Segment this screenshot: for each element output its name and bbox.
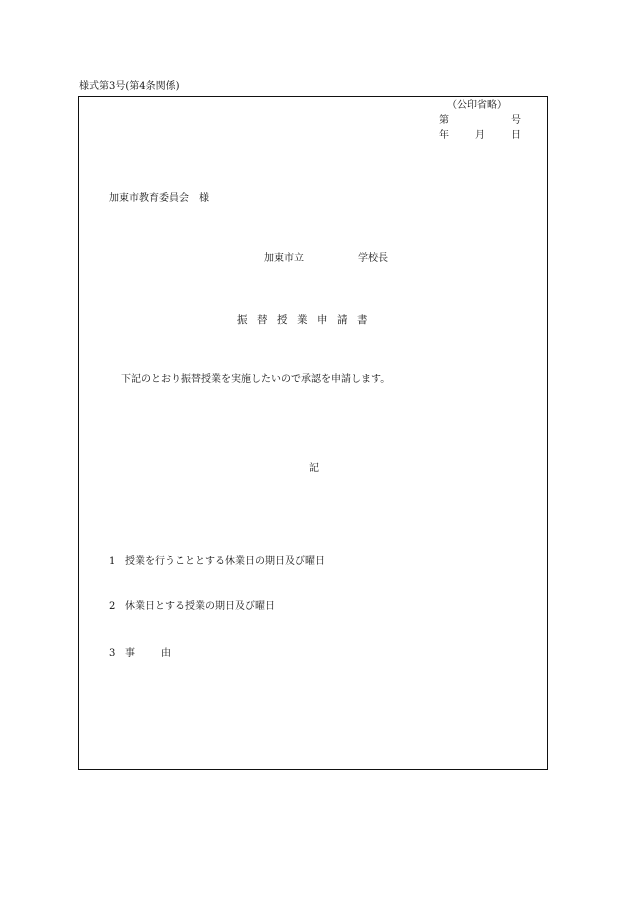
recipient: 加東市教育委員会 様: [109, 193, 209, 204]
item-number: 3: [109, 648, 116, 659]
item-text: 授業を行うこととする休業日の期日及び曜日: [125, 556, 325, 567]
body-text: 下記のとおり振替授業を実施したいので承認を申請します。: [121, 374, 391, 385]
date-year: 年: [439, 130, 449, 141]
item-text: 休業日とする授業の期日及び曜日: [125, 601, 275, 612]
form-label: 様式第3号(第4条関係): [79, 81, 180, 92]
document-title: 振替授業申請書: [237, 314, 377, 326]
sender-title: 学校長: [358, 253, 388, 264]
item-number: 2: [109, 601, 116, 612]
document-number-line: [439, 115, 521, 127]
item-text: 事由: [125, 648, 197, 659]
date-line: [439, 130, 521, 142]
date-month: 月: [475, 130, 485, 141]
number-suffix: 号: [511, 115, 521, 126]
ki-heading: 記: [309, 463, 319, 474]
item-number: 1: [109, 556, 116, 567]
sender-city: 加東市立: [264, 253, 304, 264]
number-prefix: 第: [439, 115, 449, 126]
seal-omitted-note: （公印省略）: [447, 100, 507, 111]
date-day: 日: [511, 130, 521, 141]
